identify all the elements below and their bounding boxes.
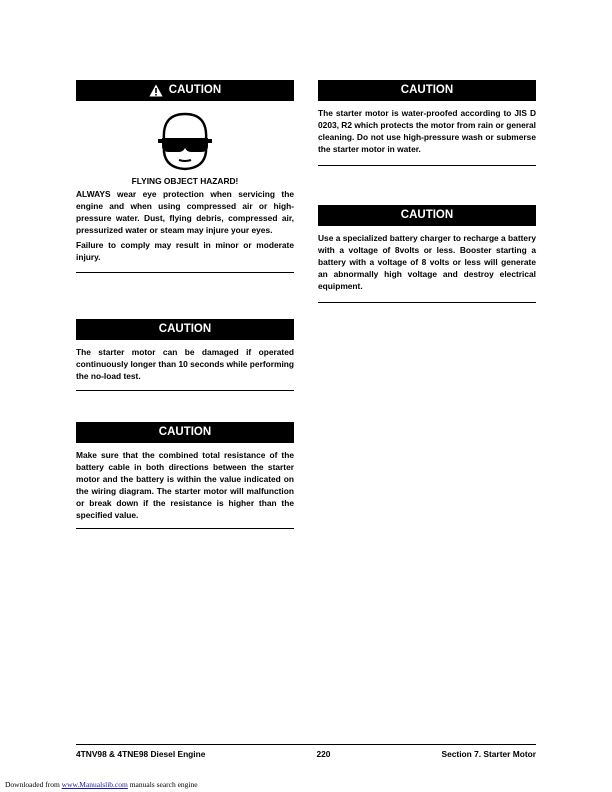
footer-section-title: Section 7. Starter Motor — [441, 749, 536, 759]
hazard-title: FLYING OBJECT HAZARD! — [131, 176, 239, 186]
charger-caution-box — [318, 205, 536, 303]
footer-document-title: 4TNV98 & 4TNE98 Diesel Engine — [76, 749, 206, 759]
footer-page-number: 220 — [316, 749, 331, 759]
download-prefix: Downloaded from — [5, 780, 60, 789]
page-footer — [76, 744, 536, 759]
flying-object-caution-box — [76, 80, 294, 273]
caution-text: The starter motor can be damaged if operated continuously longer than 10 seconds while performing the no-load test. — [76, 347, 294, 381]
caution-header-label: CAUTION — [158, 426, 212, 438]
manualslib-link[interactable]: www.Manualslib.com — [61, 780, 128, 789]
hazard-paragraph: ALWAYS wear eye protection when servicing the engine and when using compressed air or high-pressure water. Dust, flying debris, compressed air, pressurized water or steam may injure your eyes. — [76, 189, 294, 235]
caution-header — [318, 205, 536, 226]
download-suffix: manuals search engine — [129, 780, 198, 789]
caution-text: Use a specialized battery charger to recharge a battery with a voltage of 8volts or less. Booster starting a battery with a voltage of 8 volts or less will generate an abnormally high voltage and destroy electrical equipment. — [318, 233, 536, 291]
caution-text: The starter motor is water-proofed according to JIS D 0203, R2 which protects the motor from rain or general cleaning. Do not use high-pressure wash or submerse the starter motor in water. — [318, 108, 536, 154]
hazard-consequence: Failure to comply may result in minor or moderate injury. — [76, 239, 294, 262]
download-note — [5, 780, 198, 789]
resistance-caution-box — [76, 422, 294, 529]
caution-header — [76, 80, 294, 101]
no-load-caution-box — [76, 319, 294, 391]
caution-text: Make sure that the combined total resistance of the battery cable in both directions between the starter motor and the battery is within the value indicated on the wiring diagram. The starter motor will malfunction or break down if the resistance is higher than the specified value. — [76, 450, 294, 520]
caution-header-label: CAUTION — [168, 84, 222, 96]
caution-header — [76, 422, 294, 443]
caution-header-label: CAUTION — [158, 323, 212, 335]
warning-triangle-icon — [149, 84, 163, 97]
caution-header — [76, 319, 294, 340]
waterproof-caution-box — [318, 80, 536, 166]
caution-header — [318, 80, 536, 101]
caution-header-label: CAUTION — [400, 84, 454, 96]
caution-header-label: CAUTION — [400, 209, 454, 221]
safety-goggles-icon — [154, 110, 216, 172]
